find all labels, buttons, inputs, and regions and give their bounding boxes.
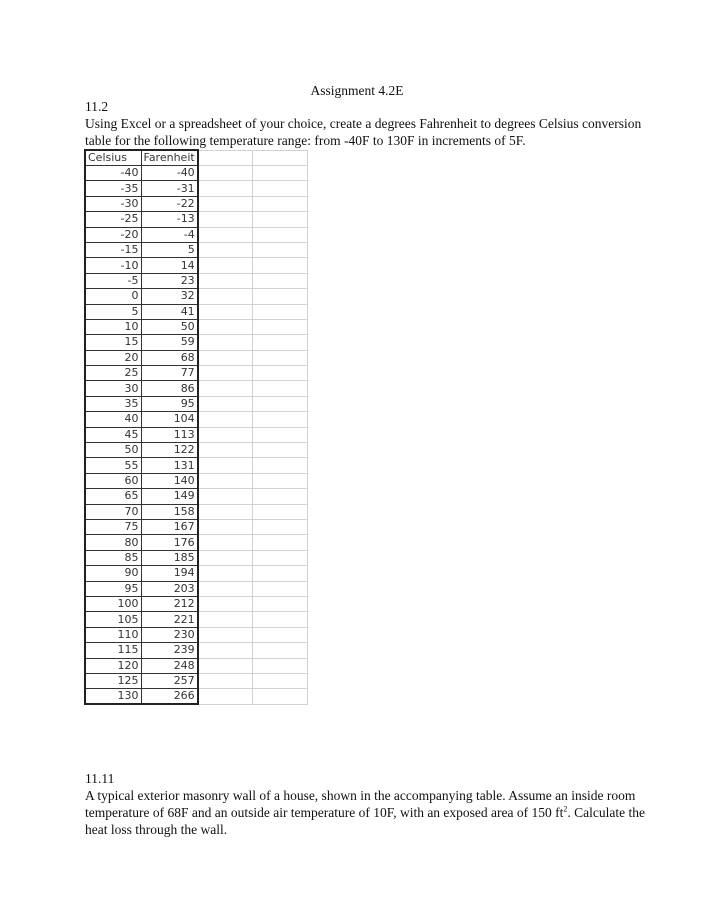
empty-cell <box>253 366 308 381</box>
farenheit-cell: 176 <box>141 535 198 550</box>
table-row <box>85 350 308 365</box>
farenheit-cell: -4 <box>141 227 198 242</box>
section-number-11-11: 11.11 <box>85 771 115 786</box>
conversion-table <box>84 149 308 705</box>
table-row <box>85 519 308 534</box>
header-farenheit: Farenheit <box>141 150 198 166</box>
empty-cell <box>198 150 253 166</box>
celsius-cell: -30 <box>85 196 141 211</box>
farenheit-cell: 257 <box>141 673 198 688</box>
empty-cell <box>198 473 253 488</box>
empty-cell <box>253 689 308 705</box>
celsius-cell: 75 <box>85 519 141 534</box>
empty-cell <box>198 504 253 519</box>
table-row <box>85 166 308 181</box>
table-row <box>85 381 308 396</box>
empty-cell <box>198 166 253 181</box>
celsius-cell: 95 <box>85 581 141 596</box>
farenheit-cell: 122 <box>141 443 198 458</box>
farenheit-cell: 185 <box>141 550 198 565</box>
celsius-cell: 35 <box>85 396 141 411</box>
paragraph-text-start: A typical exterior masonry wall of a house, shown in the accompanying table. Assume an inside room temperature of 68F and an outside air temperature of 10F, with an exposed area of 150 ft <box>85 788 636 820</box>
empty-cell <box>198 673 253 688</box>
table-row <box>85 443 308 458</box>
farenheit-cell: -13 <box>141 212 198 227</box>
table-row <box>85 689 308 705</box>
table-row <box>85 643 308 658</box>
empty-cell <box>253 412 308 427</box>
empty-cell <box>253 535 308 550</box>
empty-cell <box>253 258 308 273</box>
celsius-cell: 50 <box>85 443 141 458</box>
empty-cell <box>198 227 253 242</box>
empty-cell <box>198 596 253 611</box>
empty-cell <box>198 242 253 257</box>
table-row <box>85 242 308 257</box>
farenheit-cell: 131 <box>141 458 198 473</box>
celsius-cell: 90 <box>85 566 141 581</box>
table-header-row <box>85 150 308 166</box>
celsius-cell: 100 <box>85 596 141 611</box>
empty-cell <box>198 289 253 304</box>
farenheit-cell: 50 <box>141 319 198 334</box>
empty-cell <box>253 519 308 534</box>
table-row <box>85 581 308 596</box>
table-row <box>85 319 308 334</box>
table-row <box>85 427 308 442</box>
farenheit-cell: -31 <box>141 181 198 196</box>
empty-cell <box>198 258 253 273</box>
empty-cell <box>198 612 253 627</box>
celsius-cell: -20 <box>85 227 141 242</box>
empty-cell <box>198 381 253 396</box>
empty-cell <box>198 566 253 581</box>
empty-cell <box>253 150 308 166</box>
farenheit-cell: 203 <box>141 581 198 596</box>
farenheit-cell: 149 <box>141 489 198 504</box>
empty-cell <box>198 427 253 442</box>
empty-cell <box>253 504 308 519</box>
header-celsius: Celsius <box>85 150 141 166</box>
table-row <box>85 289 308 304</box>
empty-cell <box>253 381 308 396</box>
farenheit-cell: 5 <box>141 242 198 257</box>
celsius-cell: 85 <box>85 550 141 565</box>
farenheit-cell: 32 <box>141 289 198 304</box>
celsius-cell: -25 <box>85 212 141 227</box>
empty-cell <box>198 627 253 642</box>
celsius-cell: 30 <box>85 381 141 396</box>
celsius-cell: -35 <box>85 181 141 196</box>
empty-cell <box>198 519 253 534</box>
superscript-two: 2 <box>563 804 568 814</box>
empty-cell <box>253 166 308 181</box>
farenheit-cell: 248 <box>141 658 198 673</box>
table-row <box>85 612 308 627</box>
table-row <box>85 535 308 550</box>
empty-cell <box>253 658 308 673</box>
celsius-cell: 5 <box>85 304 141 319</box>
table-row <box>85 304 308 319</box>
farenheit-cell: 266 <box>141 689 198 705</box>
table-row <box>85 504 308 519</box>
farenheit-cell: 41 <box>141 304 198 319</box>
empty-cell <box>253 566 308 581</box>
empty-cell <box>198 458 253 473</box>
farenheit-cell: 158 <box>141 504 198 519</box>
empty-cell <box>198 489 253 504</box>
celsius-cell: 40 <box>85 412 141 427</box>
farenheit-cell: 140 <box>141 473 198 488</box>
celsius-cell: 25 <box>85 366 141 381</box>
farenheit-cell: 113 <box>141 427 198 442</box>
table-row <box>85 658 308 673</box>
empty-cell <box>253 319 308 334</box>
table-row <box>85 366 308 381</box>
celsius-cell: 110 <box>85 627 141 642</box>
empty-cell <box>198 196 253 211</box>
table-row <box>85 673 308 688</box>
celsius-cell: 55 <box>85 458 141 473</box>
empty-cell <box>253 612 308 627</box>
table-row <box>85 196 308 211</box>
celsius-cell: 105 <box>85 612 141 627</box>
celsius-cell: -5 <box>85 273 141 288</box>
empty-cell <box>253 673 308 688</box>
table-row <box>85 181 308 196</box>
farenheit-cell: 59 <box>141 335 198 350</box>
celsius-cell: 125 <box>85 673 141 688</box>
farenheit-cell: 230 <box>141 627 198 642</box>
table-row <box>85 566 308 581</box>
farenheit-cell: 23 <box>141 273 198 288</box>
celsius-cell: 115 <box>85 643 141 658</box>
celsius-cell: 10 <box>85 319 141 334</box>
table-row <box>85 258 308 273</box>
farenheit-cell: 194 <box>141 566 198 581</box>
farenheit-cell: -40 <box>141 166 198 181</box>
celsius-cell: 80 <box>85 535 141 550</box>
table-row <box>85 227 308 242</box>
table-row <box>85 396 308 411</box>
empty-cell <box>253 473 308 488</box>
celsius-cell: 60 <box>85 473 141 488</box>
empty-cell <box>253 181 308 196</box>
farenheit-cell: 14 <box>141 258 198 273</box>
empty-cell <box>198 535 253 550</box>
section-paragraph-11-2: Using Excel or a spreadsheet of your choice, create a degrees Fahrenheit to degrees Celsius conversion table for the following temperature range: from -40F to 130F in increments of 5F. <box>85 116 642 148</box>
farenheit-cell: 68 <box>141 350 198 365</box>
empty-cell <box>198 366 253 381</box>
empty-cell <box>253 196 308 211</box>
table-row <box>85 489 308 504</box>
empty-cell <box>198 550 253 565</box>
empty-cell <box>198 350 253 365</box>
farenheit-cell: -22 <box>141 196 198 211</box>
farenheit-cell: 104 <box>141 412 198 427</box>
table-row <box>85 473 308 488</box>
empty-cell <box>198 273 253 288</box>
empty-cell <box>253 489 308 504</box>
celsius-cell: 20 <box>85 350 141 365</box>
empty-cell <box>198 212 253 227</box>
celsius-cell: 15 <box>85 335 141 350</box>
empty-cell <box>253 443 308 458</box>
celsius-cell: -10 <box>85 258 141 273</box>
empty-cell <box>198 319 253 334</box>
empty-cell <box>198 643 253 658</box>
farenheit-cell: 212 <box>141 596 198 611</box>
farenheit-cell: 221 <box>141 612 198 627</box>
empty-cell <box>253 596 308 611</box>
celsius-cell: 130 <box>85 689 141 705</box>
empty-cell <box>253 273 308 288</box>
empty-cell <box>253 227 308 242</box>
empty-cell <box>198 304 253 319</box>
empty-cell <box>198 335 253 350</box>
farenheit-cell: 167 <box>141 519 198 534</box>
celsius-cell: 120 <box>85 658 141 673</box>
section-paragraph-11-11 <box>85 787 645 838</box>
empty-cell <box>253 396 308 411</box>
table-row <box>85 212 308 227</box>
celsius-cell: 65 <box>85 489 141 504</box>
empty-cell <box>198 396 253 411</box>
celsius-cell: 70 <box>85 504 141 519</box>
table-row <box>85 596 308 611</box>
empty-cell <box>198 412 253 427</box>
table-row <box>85 550 308 565</box>
empty-cell <box>253 335 308 350</box>
empty-cell <box>253 550 308 565</box>
celsius-cell: -40 <box>85 166 141 181</box>
empty-cell <box>253 289 308 304</box>
table-row <box>85 273 308 288</box>
farenheit-cell: 86 <box>141 381 198 396</box>
empty-cell <box>253 212 308 227</box>
empty-cell <box>198 181 253 196</box>
section-number-11-2: 11.2 <box>85 99 109 114</box>
celsius-cell: 0 <box>85 289 141 304</box>
farenheit-cell: 77 <box>141 366 198 381</box>
empty-cell <box>253 427 308 442</box>
empty-cell <box>198 443 253 458</box>
empty-cell <box>253 350 308 365</box>
empty-cell <box>198 689 253 705</box>
empty-cell <box>253 304 308 319</box>
empty-cell <box>253 643 308 658</box>
table-row <box>85 627 308 642</box>
table-row <box>85 335 308 350</box>
empty-cell <box>253 242 308 257</box>
empty-cell <box>253 627 308 642</box>
empty-cell <box>253 458 308 473</box>
empty-cell <box>198 658 253 673</box>
document-title: Assignment 4.2E <box>310 83 404 98</box>
table-row <box>85 458 308 473</box>
empty-cell <box>198 581 253 596</box>
celsius-cell: -15 <box>85 242 141 257</box>
farenheit-cell: 239 <box>141 643 198 658</box>
table-row <box>85 412 308 427</box>
paragraph-text-end: . Calculate the heat loss through the wall. <box>85 805 645 837</box>
farenheit-cell: 95 <box>141 396 198 411</box>
empty-cell <box>253 581 308 596</box>
celsius-cell: 45 <box>85 427 141 442</box>
